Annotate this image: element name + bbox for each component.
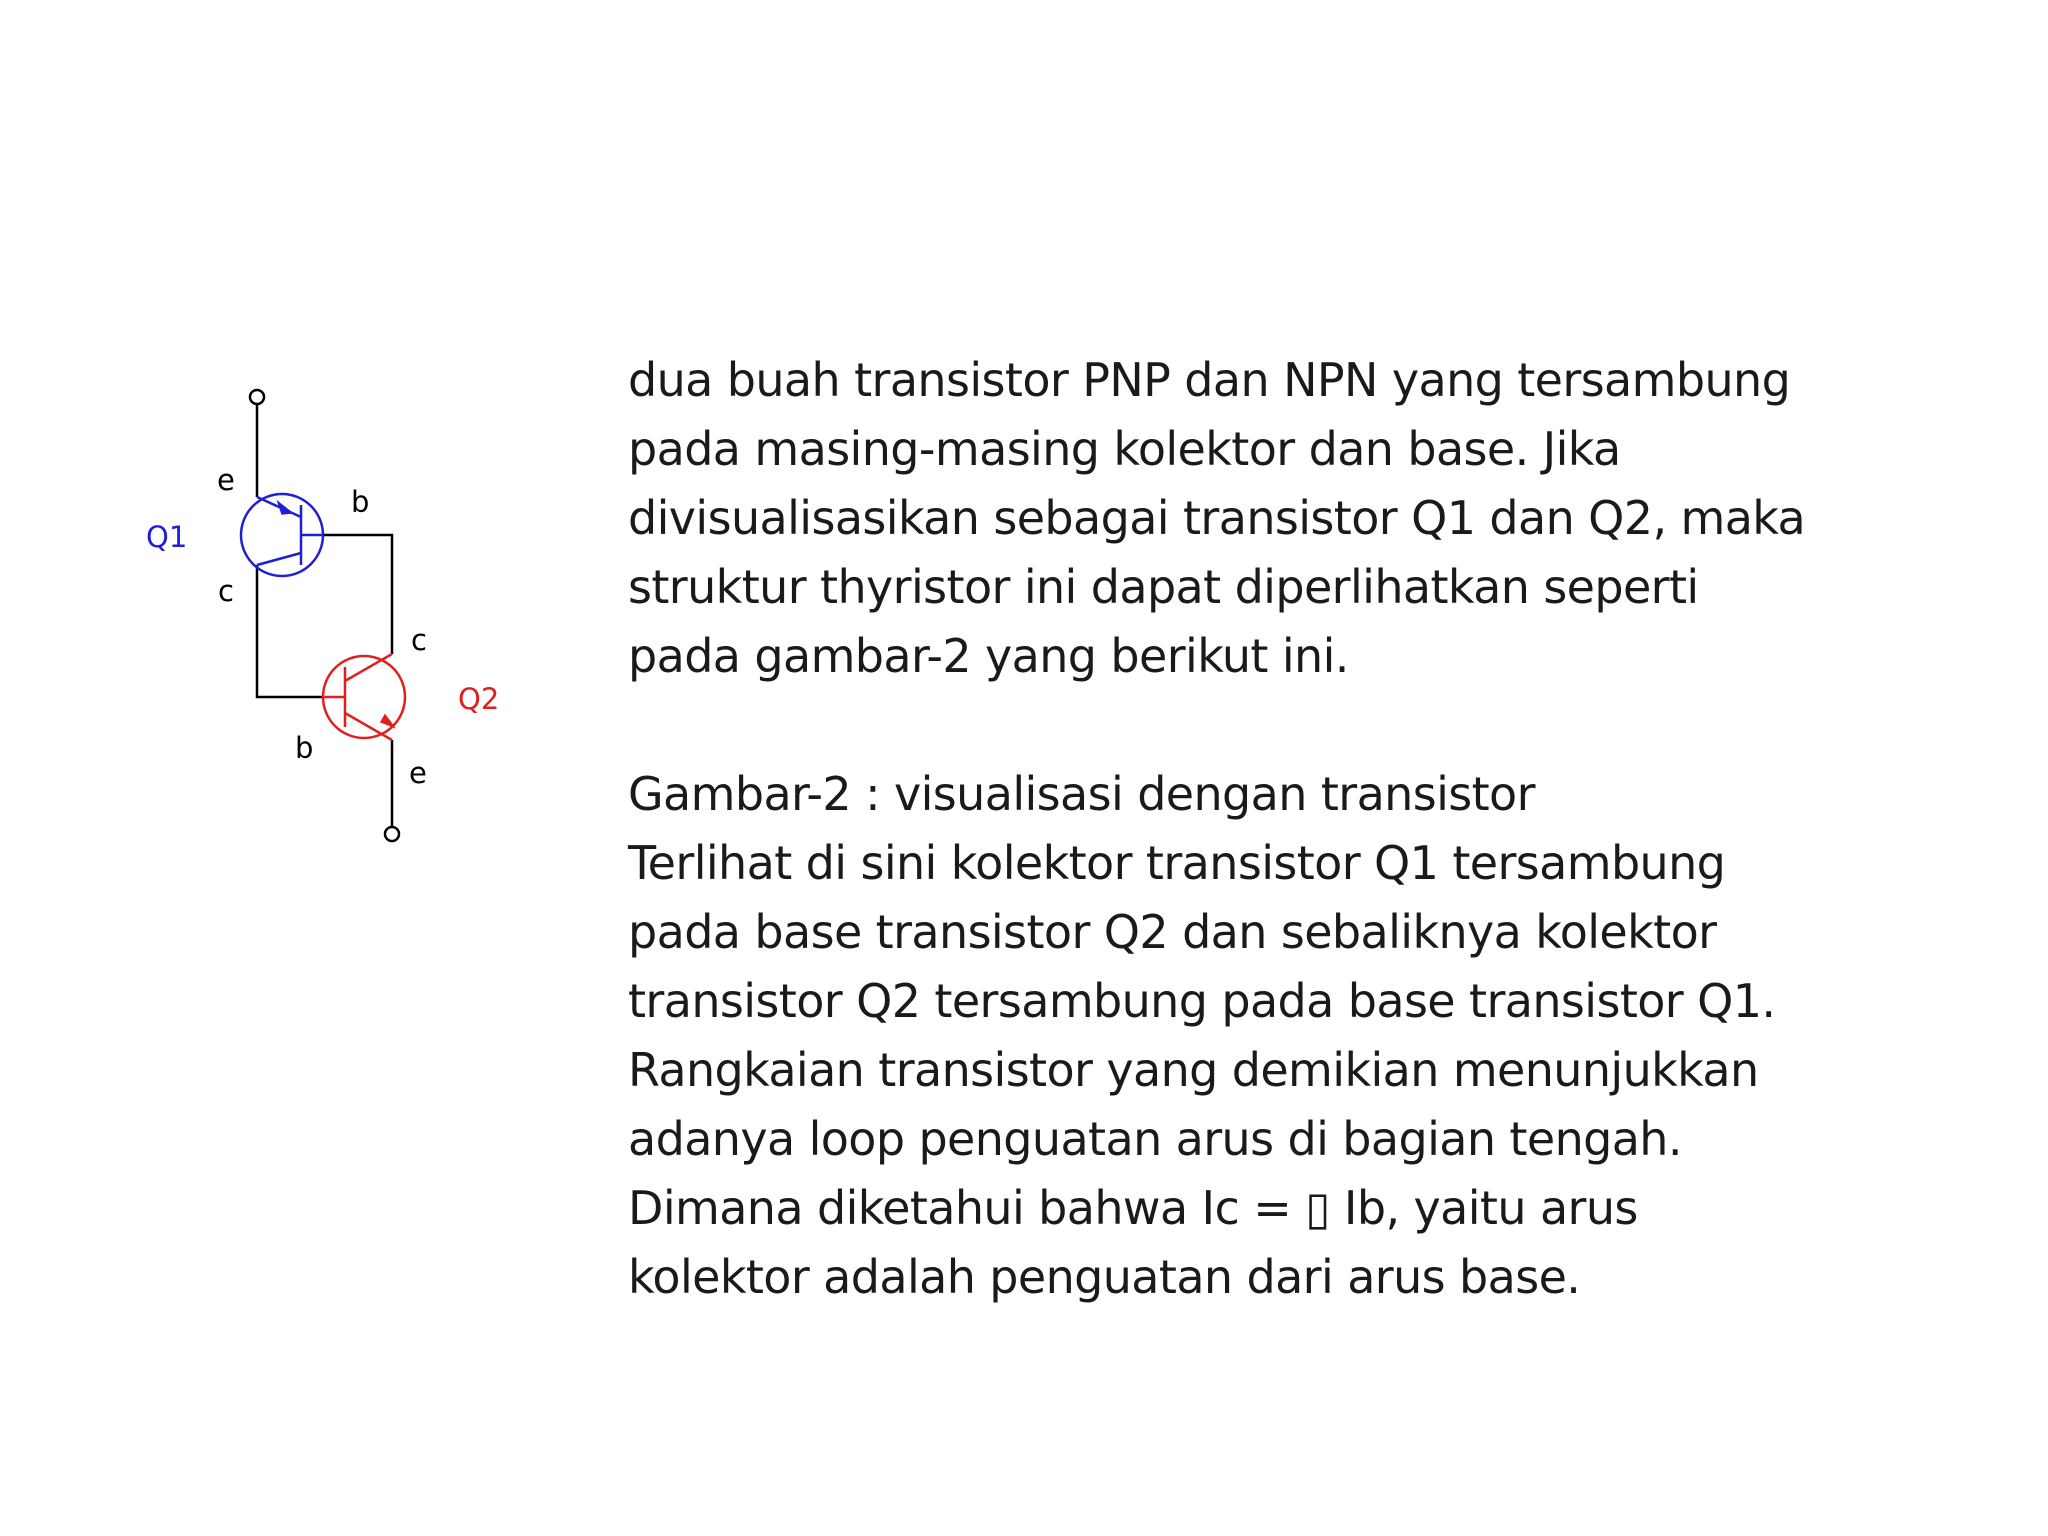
- text-line: kolektor adalah penguatan dari arus base.: [628, 1250, 1581, 1304]
- text-line: Terlihat di sini kolektor transistor Q1 tersambung: [628, 836, 1726, 890]
- explanation-text: [628, 346, 1958, 1312]
- q2-collector-label: c: [411, 623, 427, 657]
- text-line: pada base transistor Q2 dan sebaliknya kolektor: [628, 905, 1717, 959]
- q1-emitter-label: e: [217, 463, 235, 497]
- circuit-wires: [257, 404, 392, 827]
- paragraph-gap: [628, 691, 1958, 760]
- q1-collector-to-q2-base-wire: [257, 565, 324, 697]
- q2-base-label: b: [295, 731, 314, 765]
- q1-label: Q1: [146, 520, 188, 554]
- q2-emitter-arrow: [381, 715, 394, 727]
- q2-npn-transistor: [323, 654, 405, 740]
- text-line: transistor Q2 tersambung pada base transistor Q1.: [628, 974, 1776, 1028]
- text-line: pada gambar-2 yang berikut ini.: [628, 629, 1349, 683]
- anode-terminal: [250, 390, 264, 404]
- q2-emitter-label: e: [409, 756, 427, 790]
- q1-base-to-q2-collector-wire: [323, 535, 392, 654]
- q1-base-label: b: [351, 485, 370, 519]
- text-line: Rangkaian transistor yang demikian menunjukkan: [628, 1043, 1759, 1097]
- q1-emitter-arrow: [278, 502, 292, 514]
- q1-pnp-transistor: [241, 494, 323, 576]
- cathode-terminal: [385, 827, 399, 841]
- q1-collector-label: c: [218, 574, 234, 608]
- figure-caption: Gambar-2 : visualisasi dengan transistor: [628, 767, 1535, 821]
- q1-collector-line: [257, 553, 301, 565]
- q2-label: Q2: [458, 682, 500, 716]
- text-line: divisualisasikan sebagai transistor Q1 dan Q2, maka: [628, 491, 1806, 545]
- text-line: struktur thyristor ini dapat diperlihatkan seperti: [628, 560, 1699, 614]
- text-line: pada masing-masing kolektor dan base. Jika: [628, 422, 1621, 476]
- text-line: Dimana diketahui bahwa Ic = ▯ Ib, yaitu arus: [628, 1181, 1638, 1235]
- text-line: dua buah transistor PNP dan NPN yang tersambung: [628, 353, 1791, 407]
- text-line: adanya loop penguatan arus di bagian tengah.: [628, 1112, 1682, 1166]
